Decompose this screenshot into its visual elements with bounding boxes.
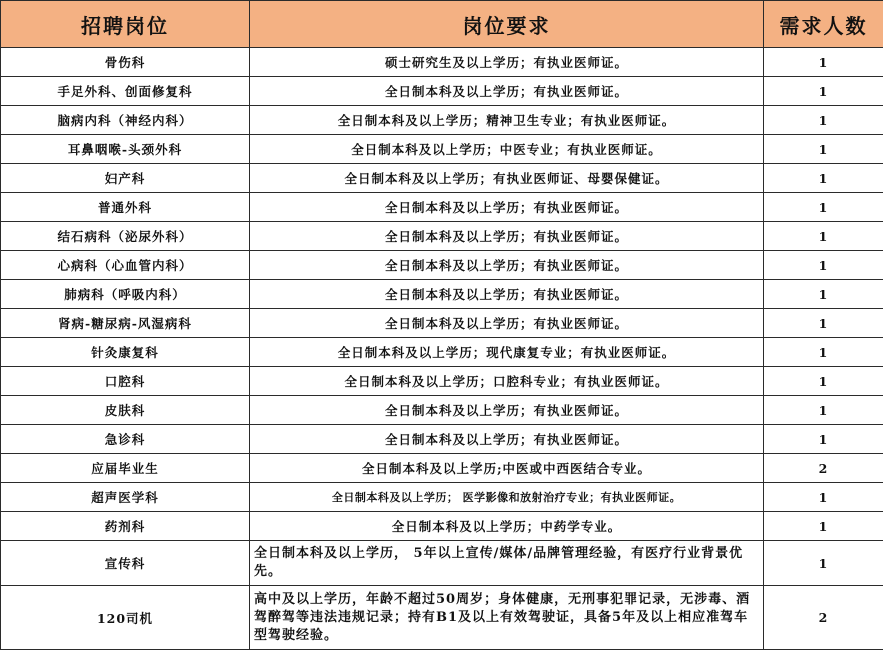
position-cell: 结石病科（泌尿外科） — [1, 222, 250, 251]
position-cell: 脑病内科（神经内科） — [1, 106, 250, 135]
table-row — [1, 77, 883, 106]
count-cell: 1 — [764, 106, 883, 135]
position-cell: 针灸康复科 — [1, 338, 250, 367]
count-cell: 1 — [764, 222, 883, 251]
requirement-cell: 全日制本科及以上学历；精神卫生专业；有执业医师证。 — [250, 106, 764, 135]
requirement-cell: 全日制本科及以上学历， 5年以上宣传/媒体/品牌管理经验，有医疗行业背景优先。 — [250, 541, 764, 586]
requirement-cell: 全日制本科及以上学历；有执业医师证。 — [250, 193, 764, 222]
table-row — [1, 309, 883, 338]
position-cell: 皮肤科 — [1, 396, 250, 425]
position-cell: 妇产科 — [1, 164, 250, 193]
table-row — [1, 396, 883, 425]
position-cell: 骨伤科 — [1, 48, 250, 77]
requirement-cell: 全日制本科及以上学历；口腔科专业；有执业医师证。 — [250, 367, 764, 396]
requirement-cell: 硕士研究生及以上学历；有执业医师证。 — [250, 48, 764, 77]
count-cell: 1 — [764, 48, 883, 77]
table-row — [1, 106, 883, 135]
table-row — [1, 367, 883, 396]
requirement-cell: 全日制本科及以上学历；有执业医师证。 — [250, 251, 764, 280]
requirement-cell: 全日制本科及以上学历；中医专业；有执业医师证。 — [250, 135, 764, 164]
count-cell: 1 — [764, 309, 883, 338]
position-cell: 心病科（心血管内科） — [1, 251, 250, 280]
position-cell: 口腔科 — [1, 367, 250, 396]
requirement-cell: 全日制本科及以上学历；有执业医师证。 — [250, 280, 764, 309]
count-cell: 1 — [764, 483, 883, 512]
count-cell: 1 — [764, 164, 883, 193]
header-count: 需求人数 — [764, 1, 883, 48]
count-cell: 1 — [764, 251, 883, 280]
count-cell: 2 — [764, 454, 883, 483]
position-cell: 手足外科、创面修复科 — [1, 77, 250, 106]
count-cell: 1 — [764, 367, 883, 396]
requirement-cell: 全日制本科及以上学历；中药学专业。 — [250, 512, 764, 541]
count-cell: 1 — [764, 135, 883, 164]
requirement-cell: 全日制本科及以上学历；有执业医师证。 — [250, 425, 764, 454]
table-row — [1, 135, 883, 164]
table-row — [1, 193, 883, 222]
position-cell: 耳鼻咽喉-头颈外科 — [1, 135, 250, 164]
count-cell: 2 — [764, 586, 883, 650]
requirement-cell: 全日制本科及以上学历；有执业医师证。 — [250, 222, 764, 251]
requirement-cell: 全日制本科及以上学历；现代康复专业；有执业医师证。 — [250, 338, 764, 367]
position-cell: 肺病科（呼吸内科） — [1, 280, 250, 309]
position-cell: 宣传科 — [1, 541, 250, 586]
position-cell: 120司机 — [1, 586, 250, 650]
requirement-cell: 高中及以上学历，年龄不超过50周岁；身体健康，无刑事犯罪记录，无涉毒、酒驾醉驾等违法违规记录；持有B1及以上有效驾驶证，具备5年及以上相应准驾车型驾驶经验。 — [250, 586, 764, 650]
table-row — [1, 251, 883, 280]
header-requirement: 岗位要求 — [250, 1, 764, 48]
table-header — [1, 1, 883, 48]
position-cell: 应届毕业生 — [1, 454, 250, 483]
count-cell: 1 — [764, 541, 883, 586]
position-cell: 超声医学科 — [1, 483, 250, 512]
requirement-cell: 全日制本科及以上学历;中医或中西医结合专业。 — [250, 454, 764, 483]
header-position: 招聘岗位 — [1, 1, 250, 48]
count-cell: 1 — [764, 193, 883, 222]
requirement-cell: 全日制本科及以上学历；有执业医师证。 — [250, 77, 764, 106]
position-cell: 普通外科 — [1, 193, 250, 222]
table-row — [1, 222, 883, 251]
table-row — [1, 164, 883, 193]
count-cell: 1 — [764, 512, 883, 541]
table-row — [1, 483, 883, 512]
requirement-cell: 全日制本科及以上学历；有执业医师证。 — [250, 396, 764, 425]
table-body — [1, 48, 883, 650]
table-row — [1, 454, 883, 483]
requirement-cell: 全日制本科及以上学历；有执业医师证、母婴保健证。 — [250, 164, 764, 193]
count-cell: 1 — [764, 338, 883, 367]
count-cell: 1 — [764, 425, 883, 454]
table-row — [1, 512, 883, 541]
position-cell: 药剂科 — [1, 512, 250, 541]
table-row — [1, 280, 883, 309]
count-cell: 1 — [764, 396, 883, 425]
header-row — [1, 1, 883, 48]
table-row — [1, 338, 883, 367]
position-cell: 肾病-糖尿病-风湿病科 — [1, 309, 250, 338]
table-row — [1, 425, 883, 454]
table-row — [1, 541, 883, 586]
requirement-cell: 全日制本科及以上学历； 医学影像和放射治疗专业；有执业医师证。 — [250, 483, 764, 512]
count-cell: 1 — [764, 280, 883, 309]
table-row — [1, 48, 883, 77]
count-cell: 1 — [764, 77, 883, 106]
position-cell: 急诊科 — [1, 425, 250, 454]
requirement-cell: 全日制本科及以上学历；有执业医师证。 — [250, 309, 764, 338]
table-row — [1, 586, 883, 650]
